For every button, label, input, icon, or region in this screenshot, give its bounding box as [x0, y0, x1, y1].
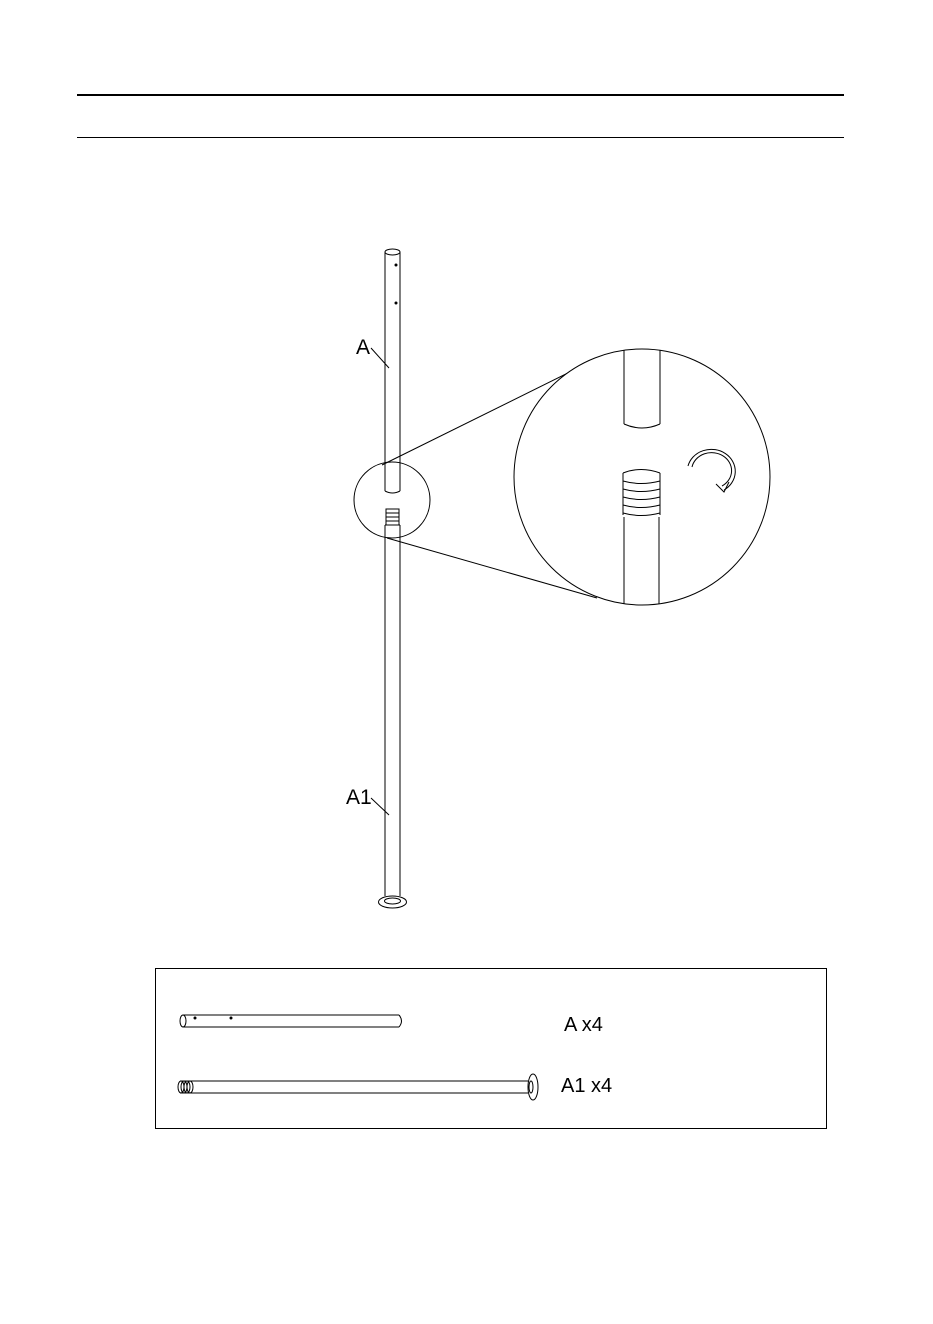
- label-a: A: [356, 336, 371, 359]
- label-a1: A1: [346, 786, 372, 809]
- part-a1-quantity: A1 x4: [561, 1075, 613, 1097]
- part-a-quantity: A x4: [564, 1014, 603, 1036]
- part-a1-illustration: [178, 1074, 538, 1100]
- part-a-illustration: [180, 1015, 402, 1027]
